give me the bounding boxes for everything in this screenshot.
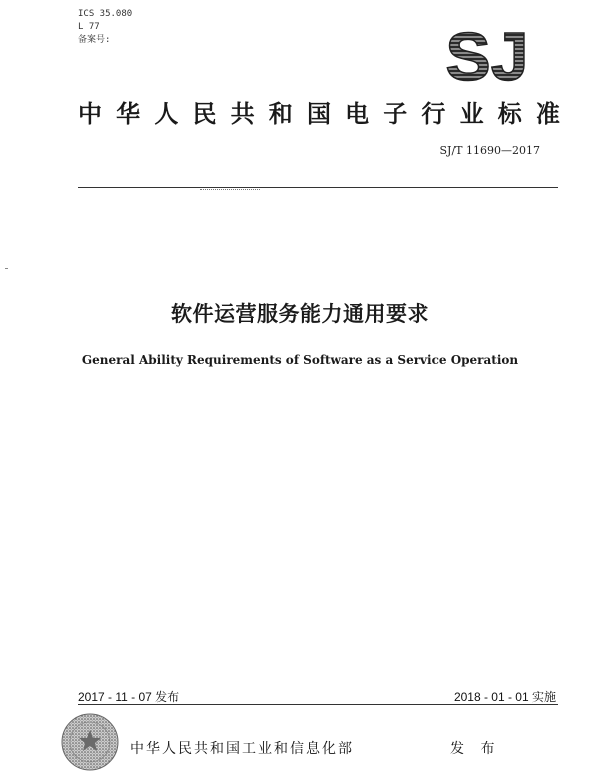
standard-title-char: 中	[78, 100, 102, 128]
standard-number: SJ/T 11690—2017	[439, 144, 540, 157]
record-number-label: 备案号:	[78, 35, 111, 45]
margin-mark	[5, 268, 8, 269]
standard-title-char: 子	[383, 100, 408, 128]
standard-title-char: 共	[230, 100, 255, 128]
standard-title-char: 电	[345, 100, 370, 128]
bottom-divider	[78, 704, 558, 705]
standard-title-char: 华	[116, 100, 141, 128]
classification-code: L 77	[78, 22, 100, 32]
ics-code: ICS 35.080	[78, 9, 133, 19]
standard-title-char: 业	[459, 100, 484, 128]
standard-title	[78, 94, 560, 129]
issue-date: 2017 - 11 - 07 发布	[78, 690, 180, 704]
standard-title-char: 人	[154, 100, 179, 128]
top-divider-dots	[200, 189, 260, 190]
standard-title-char: 标	[497, 100, 522, 128]
document-title-cn: 软件运营服务能力通用要求	[171, 302, 429, 326]
standard-title-char: 民	[192, 100, 217, 128]
official-seal-icon	[60, 712, 120, 772]
top-divider	[78, 187, 558, 188]
standard-title-char: 准	[535, 100, 560, 128]
standard-title-char: 和	[268, 100, 293, 128]
sj-logo	[437, 22, 537, 88]
implementation-date: 2018 - 01 - 01 实施	[453, 690, 556, 704]
standard-title-char: 行	[421, 100, 446, 128]
standard-title-char: 国	[306, 100, 331, 128]
publish-label: 发 布	[450, 741, 501, 757]
sj-logo-text: SJ	[445, 22, 529, 88]
document-title-en: General Ability Requirements of Software as a Service Operation	[81, 353, 519, 367]
publisher-name: 中华人民共和国工业和信息化部	[130, 741, 354, 757]
